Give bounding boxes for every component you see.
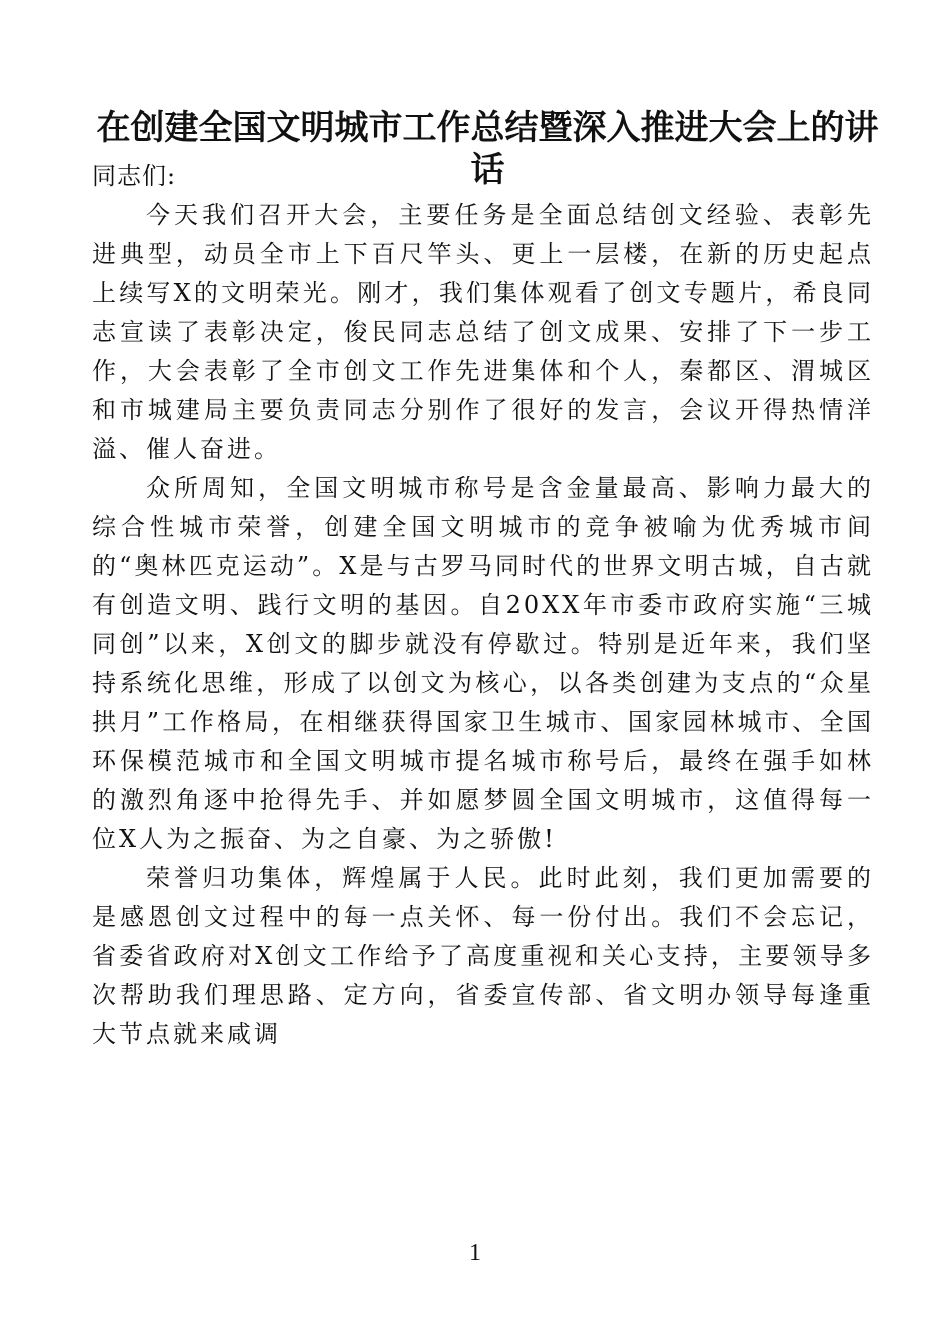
document-body [92, 157, 874, 1054]
paragraph-3: 荣誉归功集体，辉煌属于人民。此时此刻，我们更加需要的是感恩创文过程中的每一点关怀、每一份付出。我们不会忘记，省委省政府对X创文工作给予了高度重视和关心支持，主要领导多次帮助我们理思路、定方向，省委宣传部、省文明办领导每逢重大节点就来咸调 [92, 864, 874, 1048]
page-number: 1 [469, 1240, 481, 1266]
paragraph-2: 众所周知，全国文明城市称号是含金量最高、影响力最大的综合性城市荣誉，创建全国文明城市的竞争被喻为优秀城市间的“奥林匹克运动”。X是与古罗马同时代的世界文明古城，自古就有创造文明、践行文明的基因。自20XX年市委市政府实施“三城同创”以来，X创文的脚步就没有停歇过。特别是近年来，我们坚持系统化思维，形成了以创文为核心，以各类创建为支点的“众星拱月”工作格局，在相继获得国家卫生城市、国家园林城市、全国环保模范城市和全国文明城市提名城市称号后，最终在强手如林的激烈角逐中抢得先手、并如愿梦圆全国文明城市，这值得每一位X人为之振奋、为之自豪、为之骄傲! [92, 474, 874, 853]
document-title: 在创建全国文明城市工作总结暨深入推进大会上的讲话 [96, 108, 879, 190]
salutation: 同志们: [92, 162, 177, 190]
paragraph-1: 今天我们召开大会，主要任务是全面总结创文经验、表彰先进典型，动员全市上下百尺竿头、更上一层楼，在新的历史起点上续写X的文明荣光。刚才，我们集体观看了创文专题片，希良同志宣读了表彰决定，俊民同志总结了创文成果、安排了下一步工作，大会表彰了全市创文工作先进集体和个人，秦都区、渭城区和市城建局主要负责同志分别作了很好的发言，会议开得热情洋溢、催人奋进。 [92, 201, 874, 463]
